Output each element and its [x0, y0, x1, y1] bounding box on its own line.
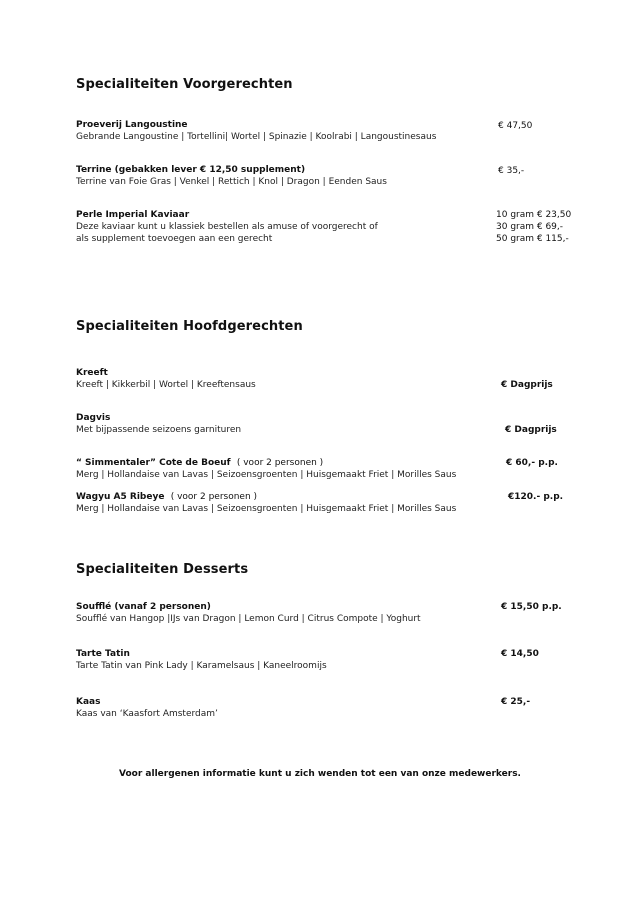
- section-title-voorgerechten: Specialiteiten Voorgerechten: [76, 77, 293, 92]
- item-desc-cote-de-boeuf: Merg | Hollandaise van Lavas | Seizoensgroenten | Huisgemaakt Friet | Morilles Saus: [76, 470, 457, 480]
- item-price-kreeft: € Dagprijs: [501, 380, 553, 390]
- item-name-terrine: Terrine (gebakken lever € 12,50 supplement): [76, 165, 306, 175]
- item-desc-kreeft: Kreeft | Kikkerbil | Wortel | Kreeftensaus: [76, 380, 256, 390]
- item-price-souffle: € 15,50 p.p.: [501, 602, 562, 612]
- item-price-proeverij-langoustine: € 47,50: [498, 121, 533, 131]
- item-price-dagvis: € Dagprijs: [505, 425, 557, 435]
- item-desc-proeverij-langoustine: Gebrande Langoustine | Tortellini| Wortel | Spinazie | Koolrabi | Langoustinesaus: [76, 132, 437, 142]
- item-desc-souffle: Soufflé van Hangop |IJs van Dragon | Lemon Curd | Citrus Compote | Yoghurt: [76, 614, 421, 624]
- item-name-kaas: Kaas: [76, 697, 101, 707]
- item-desc-kaviaar-line-2: als supplement toevoegen aan een gerecht: [76, 234, 273, 244]
- item-name-kreeft: Kreeft: [76, 368, 108, 378]
- item-name-tarte-tatin: Tarte Tatin: [76, 649, 130, 659]
- item-price-terrine: € 35,-: [498, 166, 525, 176]
- item-desc-dagvis: Met bijpassende seizoens garnituren: [76, 425, 242, 435]
- item-desc-tarte-tatin: Tarte Tatin van Pink Lady | Karamelsaus | Kaneelroomijs: [76, 661, 327, 671]
- item-price-kaas: € 25,-: [501, 697, 531, 707]
- item-price-kaviaar-30-gram: 30 gram € 69,-: [496, 222, 564, 232]
- item-desc-kaas: Kaas van ‘Kaasfort Amsterdam’: [76, 709, 218, 719]
- item-name-cote-de-boeuf: [76, 458, 323, 468]
- item-persons-wagyu-ribeye: ( voor 2 personen ): [170, 492, 258, 502]
- item-name-souffle: Soufflé (vanaf 2 personen): [76, 602, 211, 612]
- item-name-dagvis: Dagvis: [76, 413, 111, 423]
- item-price-kaviaar-10-gram: 10 gram € 23,50: [496, 210, 572, 220]
- item-desc-terrine: Terrine van Foie Gras | Venkel | Rettich | Knol | Dragon | Eenden Saus: [76, 177, 387, 187]
- item-price-tarte-tatin: € 14,50: [501, 649, 539, 659]
- item-desc-kaviaar-line-1: Deze kaviaar kunt u klassiek bestellen als amuse of voorgerecht of: [76, 222, 378, 232]
- item-price-wagyu-ribeye: €120.- p.p.: [508, 492, 564, 502]
- section-title-desserts: Specialiteiten Desserts: [76, 562, 249, 577]
- item-title-wagyu-ribeye: Wagyu A5 Ribeye: [76, 492, 165, 502]
- allergen-notice: Voor allergenen informatie kunt u zich wenden tot een van onze medewerkers.: [119, 769, 521, 779]
- item-name-perle-imperial-kaviaar: Perle Imperial Kaviaar: [76, 210, 190, 220]
- item-price-kaviaar-50-gram: 50 gram € 115,-: [496, 234, 569, 244]
- item-name-proeverij-langoustine: Proeverij Langoustine: [76, 120, 188, 130]
- item-title-cote-de-boeuf: “ Simmentaler” Cote de Boeuf: [76, 458, 231, 468]
- item-price-cote-de-boeuf: € 60,- p.p.: [506, 458, 558, 468]
- item-name-wagyu-ribeye: [76, 492, 257, 502]
- item-persons-cote-de-boeuf: ( voor 2 personen ): [236, 458, 324, 468]
- item-desc-wagyu-ribeye: Merg | Hollandaise van Lavas | Seizoensgroenten | Huisgemaakt Friet | Morilles Saus: [76, 504, 457, 514]
- section-title-hoofdgerechten: Specialiteiten Hoofdgerechten: [76, 319, 303, 334]
